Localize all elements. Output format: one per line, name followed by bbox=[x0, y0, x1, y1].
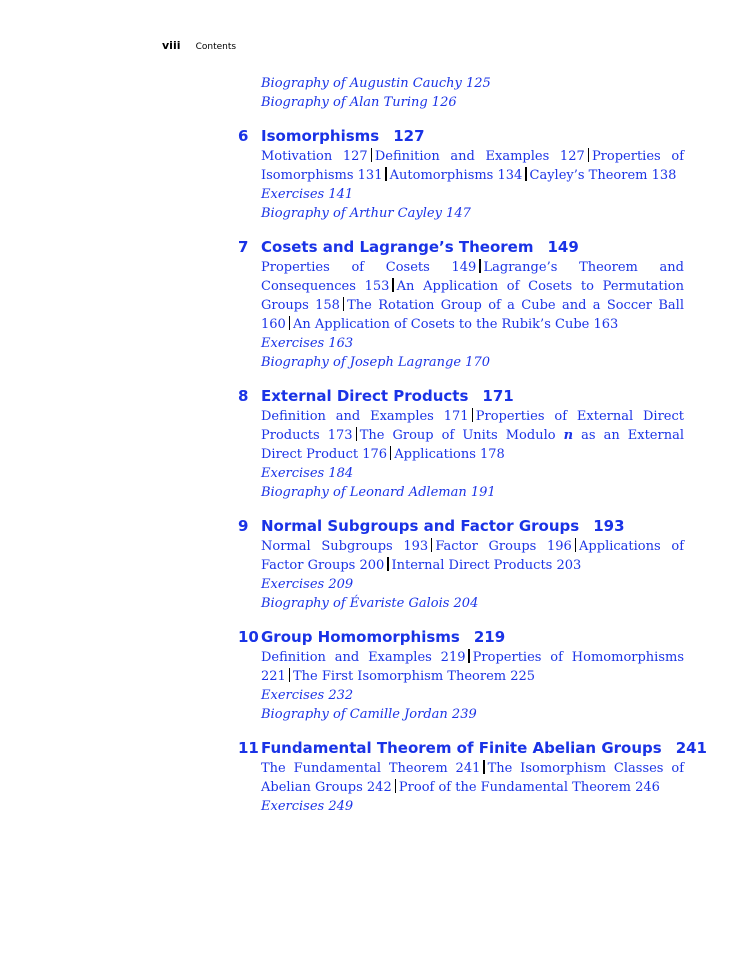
page-number: viii bbox=[162, 39, 181, 52]
section-link[interactable]: Properties of Isomorphisms 131 bbox=[261, 149, 685, 183]
section-link[interactable]: An Application of Cosets to Permutation Groups 158 bbox=[261, 279, 684, 313]
section-separator bbox=[431, 538, 432, 552]
section-separator bbox=[371, 148, 372, 162]
section-link[interactable]: The Fundamental Theorem 241 bbox=[261, 761, 481, 776]
biography-link[interactable]: Biography of Évariste Galois 204 bbox=[261, 596, 479, 611]
section-link[interactable]: Motivation 127 bbox=[261, 149, 368, 164]
chapter-sections bbox=[261, 147, 684, 185]
toc-entry-biography[interactable]: Biography of Augustin Cauchy 125 bbox=[261, 76, 491, 91]
section-link[interactable]: Factor Groups 196 bbox=[435, 539, 572, 554]
chapter-sections bbox=[261, 648, 684, 686]
biography-link[interactable]: Biography of Arthur Cayley 147 bbox=[261, 206, 471, 221]
section-separator bbox=[483, 760, 484, 774]
toc-entry-biography[interactable]: Biography of Alan Turing 126 bbox=[261, 95, 457, 110]
section-link[interactable]: Properties of External Direct Products 173 bbox=[261, 409, 685, 443]
exercises-link[interactable]: Exercises 184 bbox=[261, 466, 354, 481]
biography-link[interactable]: Biography of Camille Jordan 239 bbox=[261, 707, 477, 722]
chapter-number: 11 bbox=[238, 739, 259, 757]
section-link[interactable]: An Application of Cosets to the Rubik’s Cube 163 bbox=[293, 317, 619, 332]
exercises-link[interactable]: Exercises 249 bbox=[261, 799, 354, 814]
exercises-link[interactable]: Exercises 232 bbox=[261, 688, 354, 703]
section-separator bbox=[390, 446, 391, 460]
section-separator bbox=[395, 779, 396, 793]
section-link[interactable]: Properties of Cosets 149 bbox=[261, 260, 477, 275]
running-head bbox=[162, 34, 236, 53]
chapter-heading[interactable] bbox=[238, 386, 684, 407]
section-separator bbox=[468, 649, 469, 663]
chapter-page: 193 bbox=[593, 517, 625, 535]
chapter-number: 6 bbox=[238, 127, 249, 145]
section-link[interactable]: Cayley’s Theorem 138 bbox=[529, 168, 677, 183]
section-separator bbox=[588, 148, 589, 162]
chapter-9 bbox=[238, 516, 684, 613]
section-link[interactable]: Definition and Examples 127 bbox=[374, 149, 585, 164]
table-of-contents bbox=[238, 74, 707, 816]
chapter-number: 7 bbox=[238, 238, 249, 256]
chapter-number: 10 bbox=[238, 628, 259, 646]
chapter-number: 8 bbox=[238, 387, 249, 405]
chapter-heading[interactable] bbox=[238, 126, 684, 147]
section-link[interactable]: Applications 178 bbox=[394, 447, 505, 462]
section-separator bbox=[472, 408, 473, 422]
section-link[interactable]: Applications of Factor Groups 200 bbox=[261, 539, 685, 573]
chapter-number: 9 bbox=[238, 517, 249, 535]
section-separator bbox=[385, 167, 386, 181]
section-link[interactable]: The Isomorphism Classes of Abelian Groups 242 bbox=[261, 761, 685, 795]
chapter-heading[interactable] bbox=[238, 237, 684, 258]
section-link-part: The Group of Units Modulo bbox=[359, 428, 556, 443]
chapter-heading[interactable] bbox=[238, 738, 707, 759]
exercises-link[interactable]: Exercises 141 bbox=[261, 187, 354, 202]
exercises-link[interactable]: Exercises 209 bbox=[261, 577, 354, 592]
section-link[interactable]: The First Isomorphism Theorem 225 bbox=[293, 669, 536, 684]
chapter-7 bbox=[238, 237, 684, 372]
biography-link[interactable]: Biography of Joseph Lagrange 170 bbox=[261, 355, 490, 370]
chapter-title: Group Homomorphisms bbox=[261, 628, 460, 646]
section-link[interactable]: Proof of the Fundamental Theorem 246 bbox=[398, 780, 660, 795]
section-link[interactable]: Definition and Examples 219 bbox=[261, 650, 466, 665]
chapter-sections bbox=[261, 258, 684, 334]
section-separator bbox=[479, 259, 480, 273]
section-separator bbox=[356, 427, 357, 441]
running-head-title: Contents bbox=[195, 42, 237, 52]
section-separator bbox=[525, 167, 526, 181]
chapter-title: Cosets and Lagrange’s Theorem bbox=[261, 238, 534, 256]
section-link[interactable]: Internal Direct Products 203 bbox=[391, 558, 582, 573]
section-link[interactable]: Normal Subgroups 193 bbox=[261, 539, 429, 554]
chapter-title: Isomorphisms bbox=[261, 127, 380, 145]
section-separator bbox=[289, 316, 290, 330]
chapter-sections bbox=[261, 537, 684, 575]
chapter-page: 219 bbox=[473, 628, 506, 646]
section-separator bbox=[343, 297, 344, 311]
chapter-sections bbox=[261, 759, 684, 797]
section-separator bbox=[392, 278, 393, 292]
section-link[interactable]: Automorphisms 134 bbox=[389, 168, 523, 183]
chapter-6 bbox=[238, 126, 684, 223]
exercises-link[interactable]: Exercises 163 bbox=[261, 336, 354, 351]
chapter-title: External Direct Products bbox=[261, 387, 469, 405]
section-link[interactable]: The Rotation Group of a Cube and a Soccer Ball 160 bbox=[261, 298, 684, 332]
chapter-heading[interactable] bbox=[238, 627, 684, 648]
chapter-page: 171 bbox=[482, 387, 514, 405]
section-separator bbox=[289, 668, 290, 682]
chapter-page: 127 bbox=[393, 127, 425, 145]
chapter-11 bbox=[238, 738, 707, 816]
section-link[interactable]: Lagrange’s Theorem and Consequences 153 bbox=[261, 260, 684, 294]
section-link[interactable]: Properties of Homomorphisms 221 bbox=[261, 650, 685, 684]
section-separator bbox=[575, 538, 576, 552]
chapter-page: 241 bbox=[675, 739, 707, 757]
chapter-sections bbox=[261, 407, 684, 464]
chapter-10 bbox=[238, 627, 684, 724]
biography-link[interactable]: Biography of Leonard Adleman 191 bbox=[261, 485, 496, 500]
math-variable: n bbox=[563, 428, 574, 443]
chapter-8 bbox=[238, 386, 684, 502]
chapter-page: 149 bbox=[547, 238, 579, 256]
section-link[interactable]: Definition and Examples 171 bbox=[261, 409, 469, 424]
chapter-title: Normal Subgroups and Factor Groups bbox=[261, 517, 580, 535]
section-link-part: as an External Direct Product 176 bbox=[261, 428, 684, 462]
section-separator bbox=[387, 557, 388, 571]
chapter-title: Fundamental Theorem of Finite Abelian Groups bbox=[261, 739, 662, 757]
chapter-heading[interactable] bbox=[238, 516, 684, 537]
